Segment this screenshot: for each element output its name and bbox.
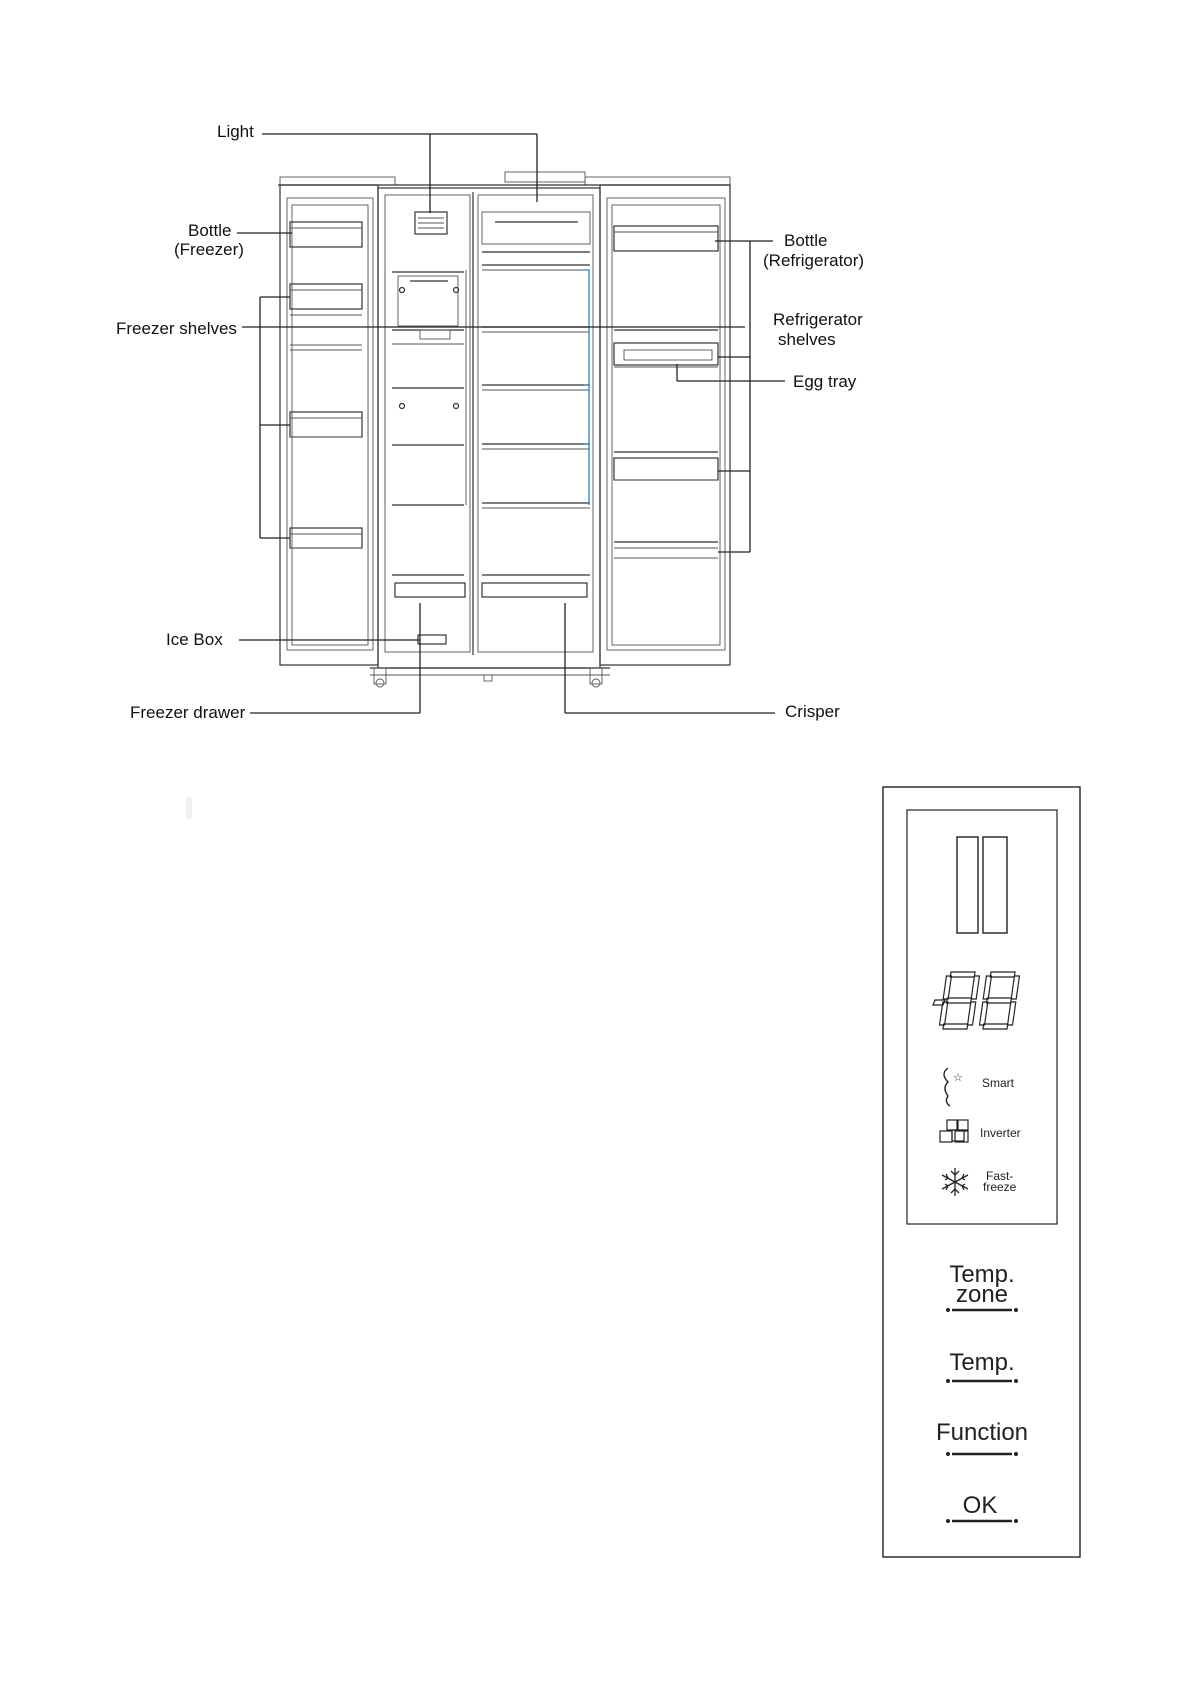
- label-bottle-refrigerator: Bottle: [784, 231, 828, 250]
- temp-zone-label-2: zone: [955, 1281, 1009, 1308]
- temperature-display-value: -88: [0, 0, 2, 1]
- scan-artifact: [186, 797, 192, 819]
- freezer-door-bins: [290, 222, 362, 548]
- label-freezer-shelves: Freezer shelves: [116, 319, 237, 338]
- label-bottle-freezer: Bottle: [188, 221, 232, 240]
- fast-freeze-label-1: Fast-: [986, 1169, 1014, 1183]
- label-crisper: Crisper: [785, 702, 840, 721]
- label-refrigerator-shelves: Refrigerator: [773, 310, 863, 329]
- fridge-body: [278, 172, 730, 687]
- label-freezer-drawer: Freezer drawer: [130, 703, 246, 722]
- display-screen: [907, 810, 1057, 1224]
- label-egg-tray: Egg tray: [793, 372, 857, 391]
- temp-zone-button[interactable]: [946, 1261, 1018, 1312]
- label-bottle-refrigerator-sub: (Refrigerator): [763, 251, 865, 270]
- callout-lines: [237, 134, 785, 713]
- function-label: Function: [935, 1419, 1029, 1446]
- temp-label: Temp.: [949, 1349, 1015, 1376]
- inverter-label: Inverter: [980, 1126, 1021, 1140]
- svg-text:☆: ☆: [953, 1072, 963, 1084]
- fridge-door-bins: [614, 226, 718, 558]
- temp-zone-label-1: Temp.: [949, 1261, 1015, 1288]
- fridge-compartment: [482, 212, 590, 597]
- freezer-compartment: [385, 212, 466, 644]
- label-refrigerator-shelves-sub: shelves: [778, 330, 836, 349]
- smart-label: Smart: [982, 1076, 1015, 1090]
- label-light: Light: [217, 122, 254, 141]
- ok-label: OK: [962, 1492, 998, 1519]
- fast-freeze-label-2: freeze: [983, 1180, 1017, 1194]
- label-ice-box: Ice Box: [166, 630, 223, 649]
- label-bottle-freezer-sub: (Freezer): [174, 240, 244, 259]
